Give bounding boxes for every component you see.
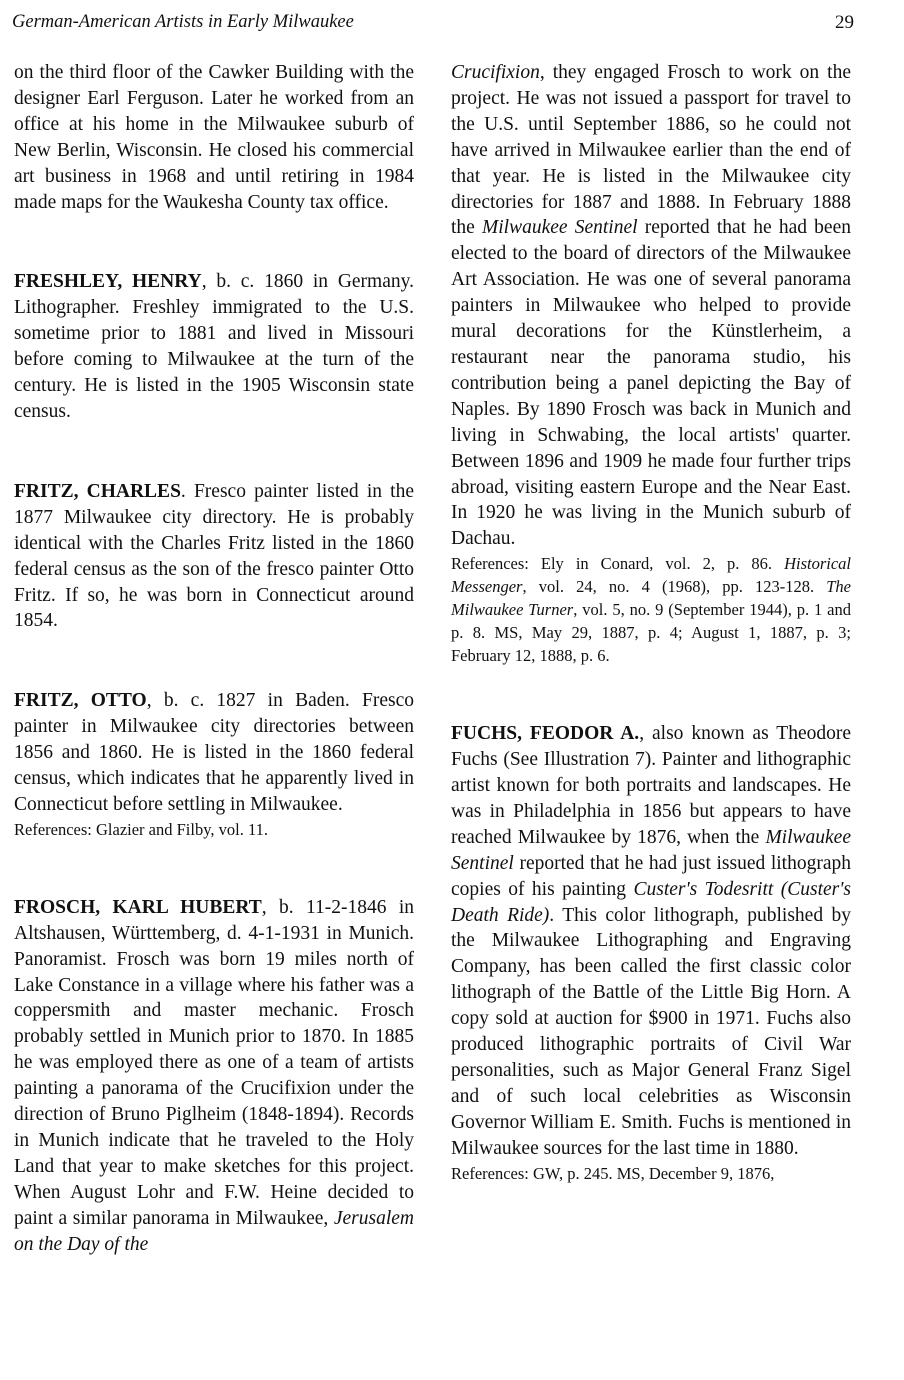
entry-heading: FUCHS, FEODOR A.	[451, 723, 640, 745]
journal-title: Historical Messenger	[451, 554, 851, 597]
reference-text: , vol. 5, no. 9 (September 1944), p. 1 and p. 8. MS, May 29, 1887, p. 4; August 1, 1887, p. 3; February 12, 1888, p. 6.	[451, 600, 851, 666]
left-column	[14, 60, 414, 1258]
entry-body: , also known as Theodore Fuchs (See Illustration 7). Painter and lithographic artist known for both portraits and landscapes. He was in Philadelphia in 1856 but appears to have reached Milwaukee by 1876, when the	[451, 723, 851, 848]
entry-heading: FRESHLEY, HENRY	[14, 271, 202, 293]
newspaper-title: Milwaukee Sentinel	[482, 217, 638, 239]
entry-frosch-continued	[451, 60, 851, 552]
reference-text: , vol. 24, no. 4 (1968), pp. 123-128.	[522, 577, 827, 597]
reference-text: References: Ely in Conard, vol. 2, p. 86.	[451, 554, 785, 574]
entry-body: . Fresco painter listed in the 1877 Milwaukee city directory. He is probably identical with the Charles Fritz listed in the 1860 federal census as the son of the fresco painter Otto Fritz. If so, he was born in Connecticut around 1854.	[14, 480, 414, 632]
artwork-title: Custer's Todesritt (Custer's Death Ride)	[451, 878, 851, 926]
entry-fritz-otto	[14, 688, 414, 818]
newspaper-title: Milwaukee Sentinel	[451, 826, 851, 874]
entry-body-cont: . This color lithograph, published by the Milwaukee Lithographing and Engraving Company, has been called the first classic color lithograph of the Battle of the Little Big Horn. A copy sold at auction for $900 in 1971. Fuchs also produced lithographic portraits of Civil War personalities, such as Major General Franz Sigel and of such local celebrities as Wisconsin Governor William E. Smith. Fuchs is mentioned in Milwaukee sources for the last time in 1880.	[451, 904, 851, 1159]
entry-frosch	[14, 895, 414, 1258]
entry-fritz-charles	[14, 479, 414, 634]
entry-freshley	[14, 269, 414, 424]
right-column	[451, 60, 851, 1185]
entry-references: References: Glazier and Filby, vol. 11.	[14, 819, 268, 839]
artwork-title: Jerusalem on the Day of the	[14, 1207, 414, 1255]
entry-body-cont: reported that he had been elected to the board of directors of the Milwaukee Art Association. He was one of several panorama painters in Milwaukee who helped to provide mural decorations for the Künstlerheim, a restaurant near the panorama studio, his contribution being a panel depicting the Bay of Naples. By 1890 Frosch was back in Munich and living in Schwabing, the local artists' quarter. Between 1896 and 1909 he made four further trips abroad, visiting eastern Europe and the Near East. In 1920 he was living in the Munich suburb of Dachau.	[451, 217, 851, 550]
entry-references	[451, 552, 851, 667]
page-number: 29	[835, 12, 854, 33]
entry-heading: FRITZ, CHARLES	[14, 480, 181, 502]
entry-body: , they engaged Frosch to work on the project. He was not issued a passport for travel to the U.S. until September 1886, so he could not have arrived in Milwaukee earlier than the end of that year. He is listed in the Milwaukee city directories for 1887 and 1888. In February 1888 the	[451, 62, 851, 239]
entry-body: , b. 11-2-1846 in Altshausen, Württemberg, d. 4-1-1931 in Munich. Panoramist. Frosch was born 19 miles north of Lake Constance in a village where his father was a coppersmith and master mechanic. Frosch probably settled in Munich prior to 1870. In 1885 he was employed there as one of a team of artists painting a panorama of the Crucifixion under the direction of Bruno Piglheim (1848-1894). Records in Munich indicate that he traveled to the Holy Land that year to make sketches for this project. When August Lohr and F.W. Heine decided to paint a similar panorama in Milwaukee,	[14, 896, 414, 1229]
running-title: German-American Artists in Early Milwaukee	[12, 12, 354, 32]
journal-title: The Milwaukee Turner	[451, 577, 851, 620]
entry-fuchs	[451, 721, 851, 1161]
artwork-title: Crucifixion	[451, 62, 540, 83]
entry-heading: FROSCH, KARL HUBERT	[14, 896, 262, 918]
entry-body: , b. c. 1860 in Germany. Lithographer. Freshley immigrated to the U.S. sometime prior to 1881 and lived in Missouri before coming to Milwaukee at the turn of the century. He is listed in the 1905 Wisconsin state census.	[14, 271, 414, 422]
entry-body: , b. c. 1827 in Baden. Fresco painter in Milwaukee city directories between 1856 and 1860. He is listed in the 1860 federal census, which indicates that he apparently lived in Connecticut before settling in Milwaukee.	[14, 690, 414, 815]
entry-body-cont: reported that he had just issued lithograph copies of his painting	[451, 852, 851, 900]
entry-heading: FRITZ, OTTO	[14, 690, 147, 712]
entry-references: References: GW, p. 245. MS, December 9, 1876,	[451, 1163, 775, 1183]
continuation-paragraph: on the third floor of the Cawker Building with the designer Earl Ferguson. Later he worked from an office at his home in the Milwaukee suburb of New Berlin, Wisconsin. He closed his commercial art business in 1968 and until retiring in 1984 made maps for the Waukesha County tax office.	[14, 62, 414, 213]
